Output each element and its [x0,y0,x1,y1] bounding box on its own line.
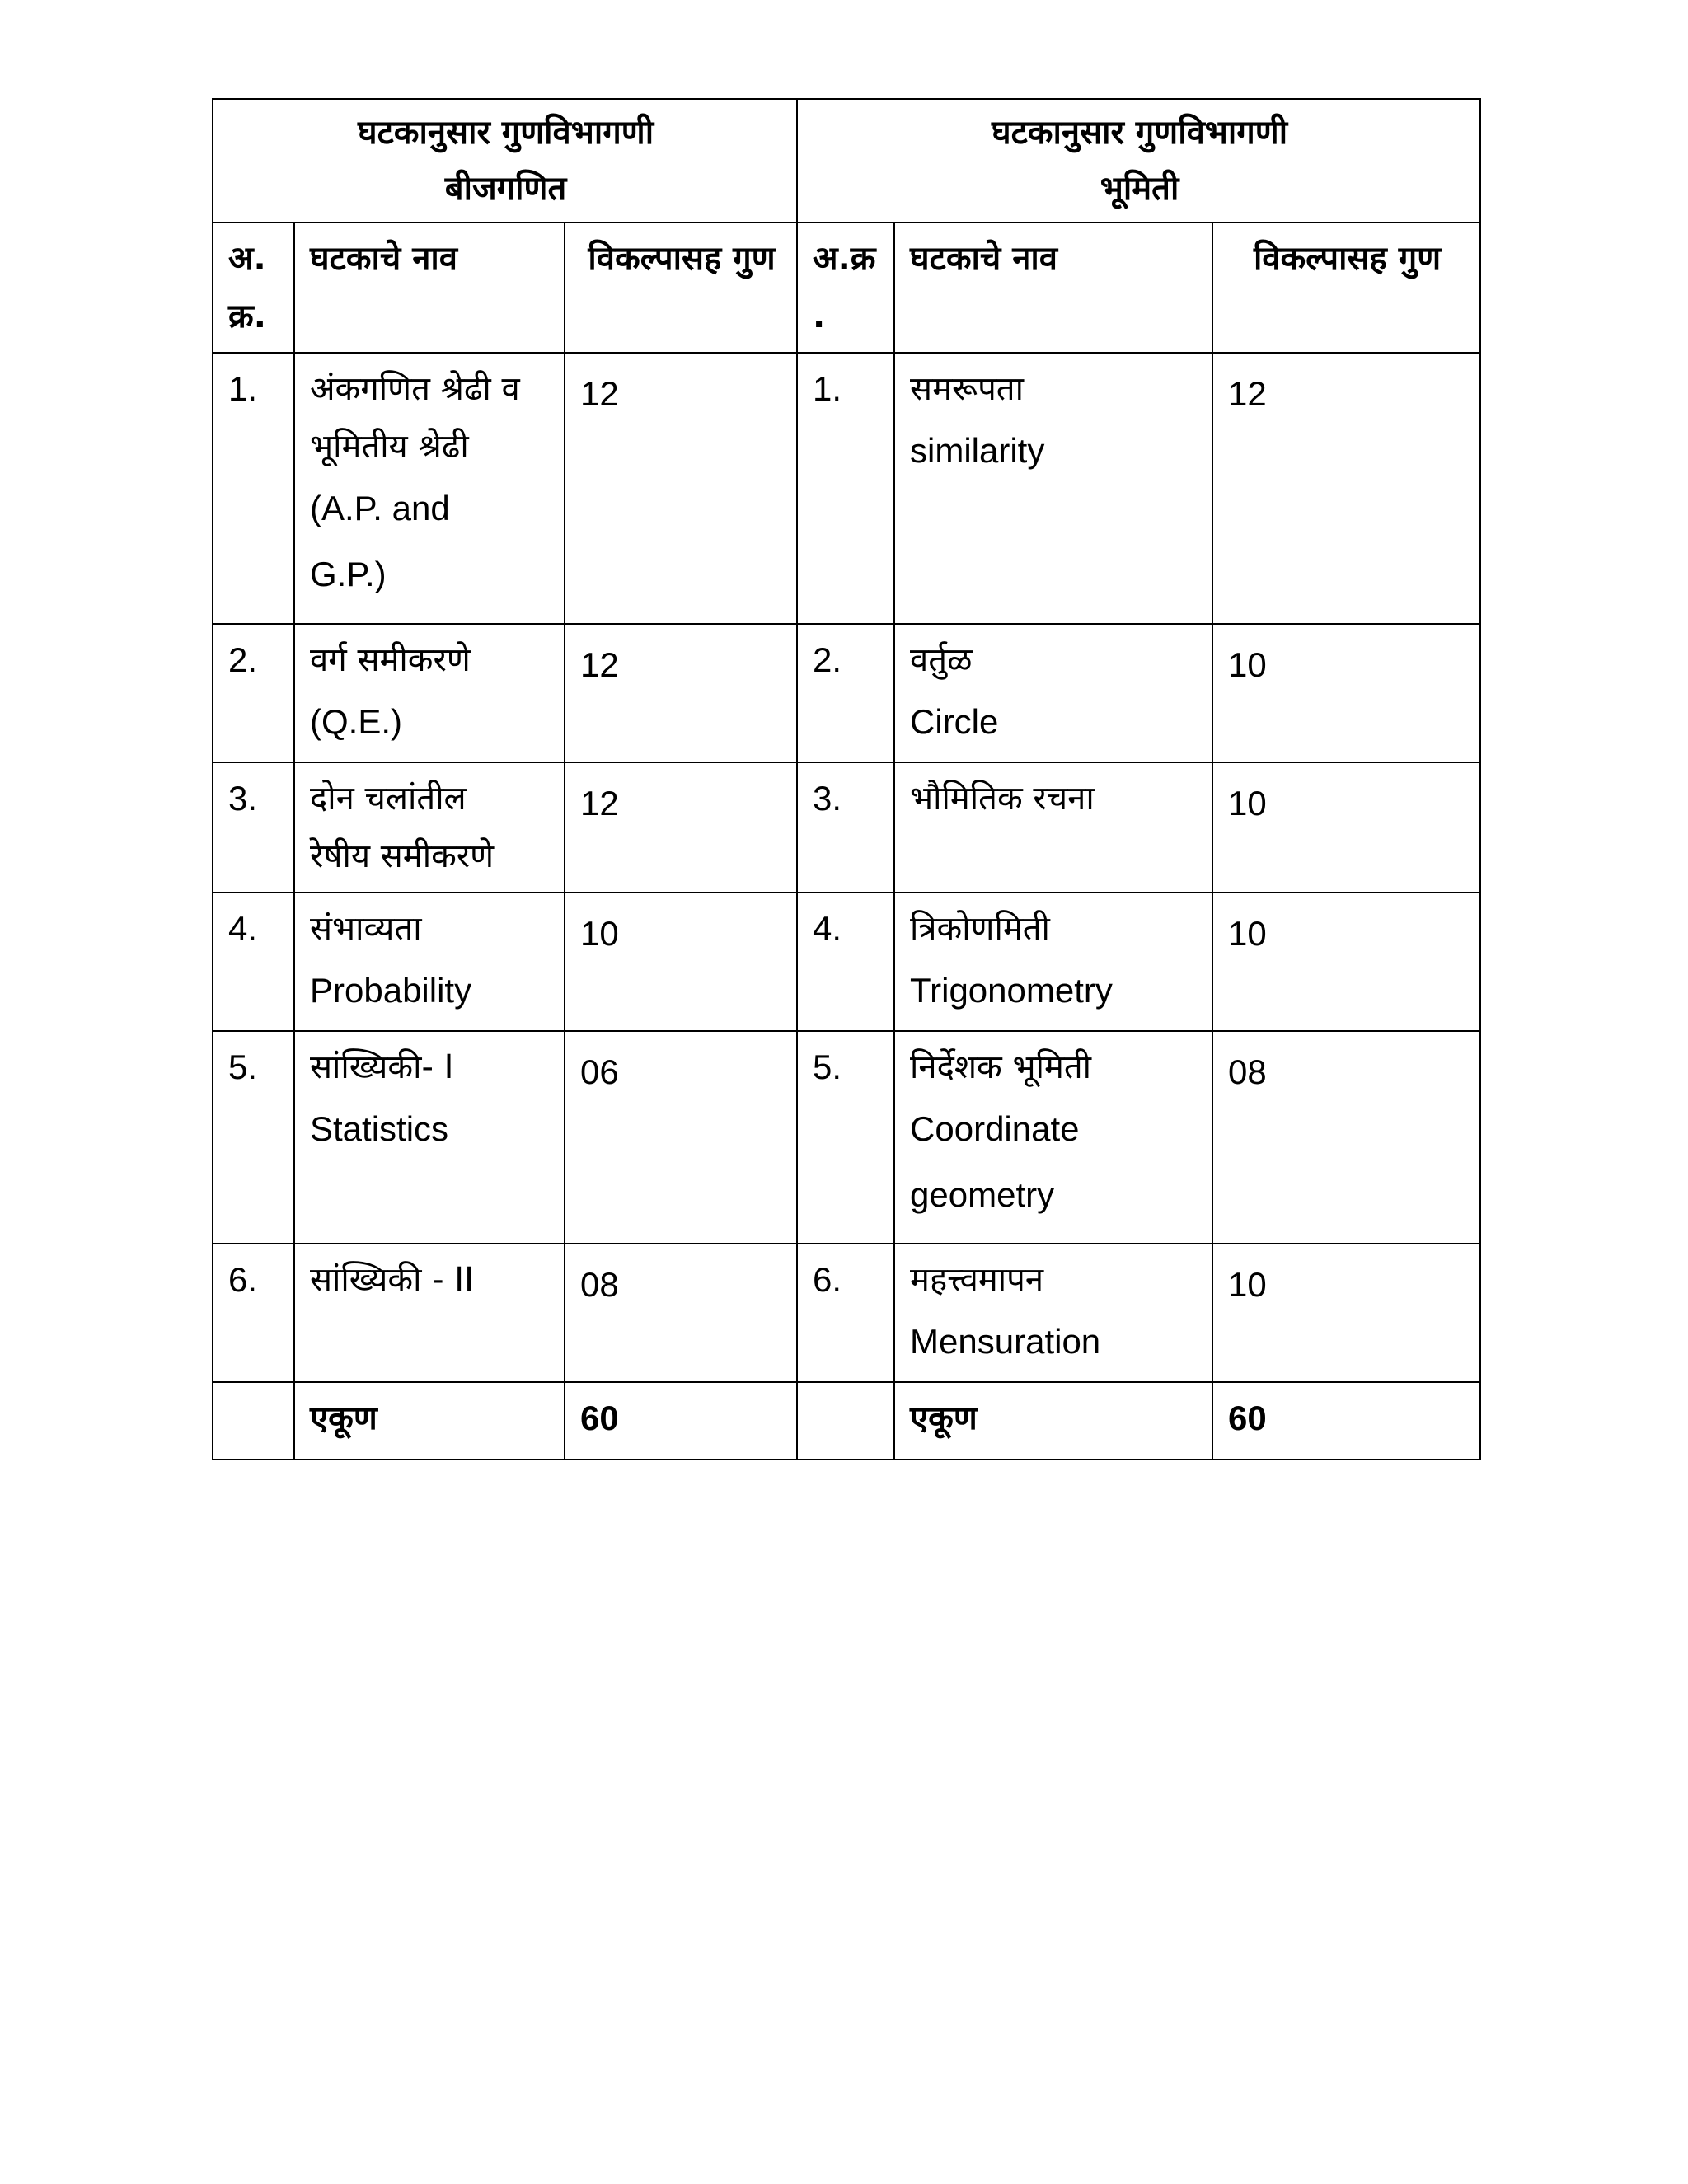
geometry-unit-5-line1: निर्देशक भूमिती [910,1048,1092,1086]
geometry-serial-5: 5. [797,1031,894,1244]
algebra-unit-1 [294,353,565,624]
title-row [213,99,1480,223]
geometry-serial-1: 1. [797,353,894,624]
table-row [213,353,1480,624]
geometry-unit-3-line1: भौमितिक रचना [910,780,1095,818]
geometry-serial-header: अ.क्र . [797,223,894,353]
geometry-unit-6-line2: Mensuration [910,1322,1101,1361]
marks-distribution-table [212,98,1481,1460]
algebra-marks-2 [565,624,797,762]
geometry-serial-3: 3. [797,762,894,893]
algebra-serial-4: 4. [213,893,294,1031]
geometry-serial-4: 4. [797,893,894,1031]
algebra-marks-header: विकल्पासह गुण [565,223,797,353]
algebra-serial-header: अ. क्र. [213,223,294,353]
geometry-unit-2-line2: Circle [910,702,999,741]
geometry-marks-3 [1212,762,1480,893]
geometry-unit-6 [894,1244,1212,1382]
algebra-unit-3-line1: दोन चलांतील [310,780,467,818]
algebra-marks-5-value: 06 [580,1052,619,1091]
geometry-unit-5-line2: Coordinate [910,1109,1080,1148]
algebra-unit-4-line1: संभाव्यता [310,910,422,948]
geometry-marks-1 [1212,353,1480,624]
algebra-unit-1-line4: G.P.) [310,555,387,593]
geometry-total-label: एकूण [894,1382,1212,1460]
table-row [213,1244,1480,1382]
algebra-unit-6 [294,1244,565,1382]
geometry-marks-4-value: 10 [1228,914,1267,953]
geometry-serial-2: 2. [797,624,894,762]
geometry-unit-4-line2: Trigonometry [910,971,1113,1010]
algebra-serial-5: 5. [213,1031,294,1244]
algebra-marks-5 [565,1031,797,1244]
geometry-total-value-cell [1212,1382,1480,1460]
algebra-unit-3-line2: रेषीय समीकरणे [310,837,495,875]
algebra-marks-4-value: 10 [580,914,619,953]
algebra-marks-1 [565,353,797,624]
algebra-unit-3 [294,762,565,893]
algebra-marks-6 [565,1244,797,1382]
geometry-marks-6-value: 10 [1228,1265,1267,1304]
table-row [213,624,1480,762]
algebra-title-line1: घटकानुसार गुणविभागणी [357,114,654,152]
geometry-total-serial [797,1382,894,1460]
algebra-unit-1-line2: भूमितीय श्रेढी [310,428,469,466]
algebra-marks-6-value: 08 [580,1265,619,1304]
table-row [213,1031,1480,1244]
geometry-marks-4 [1212,893,1480,1031]
geometry-unit-1-line1: समरूपता [910,370,1024,408]
geometry-marks-1-value: 12 [1228,374,1267,413]
algebra-serial-1: 1. [213,353,294,624]
geometry-marks-3-value: 10 [1228,784,1267,823]
geometry-unit-3 [894,762,1212,893]
table-row [213,762,1480,893]
algebra-unit-5-line2: Statistics [310,1109,449,1148]
geometry-unit-2 [894,624,1212,762]
algebra-marks-3-value: 12 [580,784,619,823]
geometry-unit-1-line2: similarity [910,431,1045,470]
geometry-unit-header: घटकाचे नाव [894,223,1212,353]
geometry-marks-5 [1212,1031,1480,1244]
geometry-unit-2-line1: वर्तुळ [910,641,973,679]
algebra-serial-3: 3. [213,762,294,893]
algebra-serial-6: 6. [213,1244,294,1382]
algebra-unit-2-line1: वर्ग समीकरणे [310,641,471,679]
algebra-marks-2-value: 12 [580,645,619,684]
algebra-marks-1-value: 12 [580,374,619,413]
algebra-total-value: 60 [580,1399,619,1437]
geometry-title-line1: घटकानुसार गुणविभागणी [992,114,1288,152]
algebra-unit-5 [294,1031,565,1244]
geometry-unit-1 [894,353,1212,624]
total-row [213,1382,1480,1460]
geometry-marks-2 [1212,624,1480,762]
table-row [213,893,1480,1031]
algebra-unit-4 [294,893,565,1031]
algebra-unit-2-line2: (Q.E.) [310,702,402,741]
algebra-total-label: एकूण [294,1382,565,1460]
algebra-total-value-cell [565,1382,797,1460]
algebra-unit-2 [294,624,565,762]
geometry-unit-4 [894,893,1212,1031]
geometry-title-cell [797,99,1480,223]
geometry-marks-5-value: 08 [1228,1052,1267,1091]
header-row [213,223,1480,353]
algebra-unit-1-line1: अंकगणित श्रेढी व [310,370,520,408]
geometry-unit-5 [894,1031,1212,1244]
algebra-serial-2: 2. [213,624,294,762]
algebra-marks-3 [565,762,797,893]
geometry-marks-header: विकल्पासह गुण [1212,223,1480,353]
geometry-marks-6 [1212,1244,1480,1382]
algebra-unit-header: घटकाचे नाव [294,223,565,353]
geometry-unit-5-line3: geometry [910,1175,1055,1214]
geometry-unit-6-line1: महत्त्वमापन [910,1261,1044,1299]
algebra-unit-5-line1: सांख्यिकी- I [310,1048,454,1086]
algebra-marks-4 [565,893,797,1031]
algebra-unit-1-line3: (A.P. and [310,489,450,527]
algebra-total-serial [213,1382,294,1460]
algebra-unit-6-line1: सांख्यिकी - II [310,1261,474,1299]
algebra-title-cell [213,99,797,223]
geometry-serial-6: 6. [797,1244,894,1382]
geometry-unit-4-line1: त्रिकोणमिती [910,910,1050,948]
algebra-unit-4-line2: Probability [310,971,472,1010]
geometry-marks-2-value: 10 [1228,645,1267,684]
geometry-title-line2: भूमिती [1100,170,1179,208]
algebra-title-line2: बीजगणित [444,170,567,208]
geometry-total-value: 60 [1228,1399,1267,1437]
